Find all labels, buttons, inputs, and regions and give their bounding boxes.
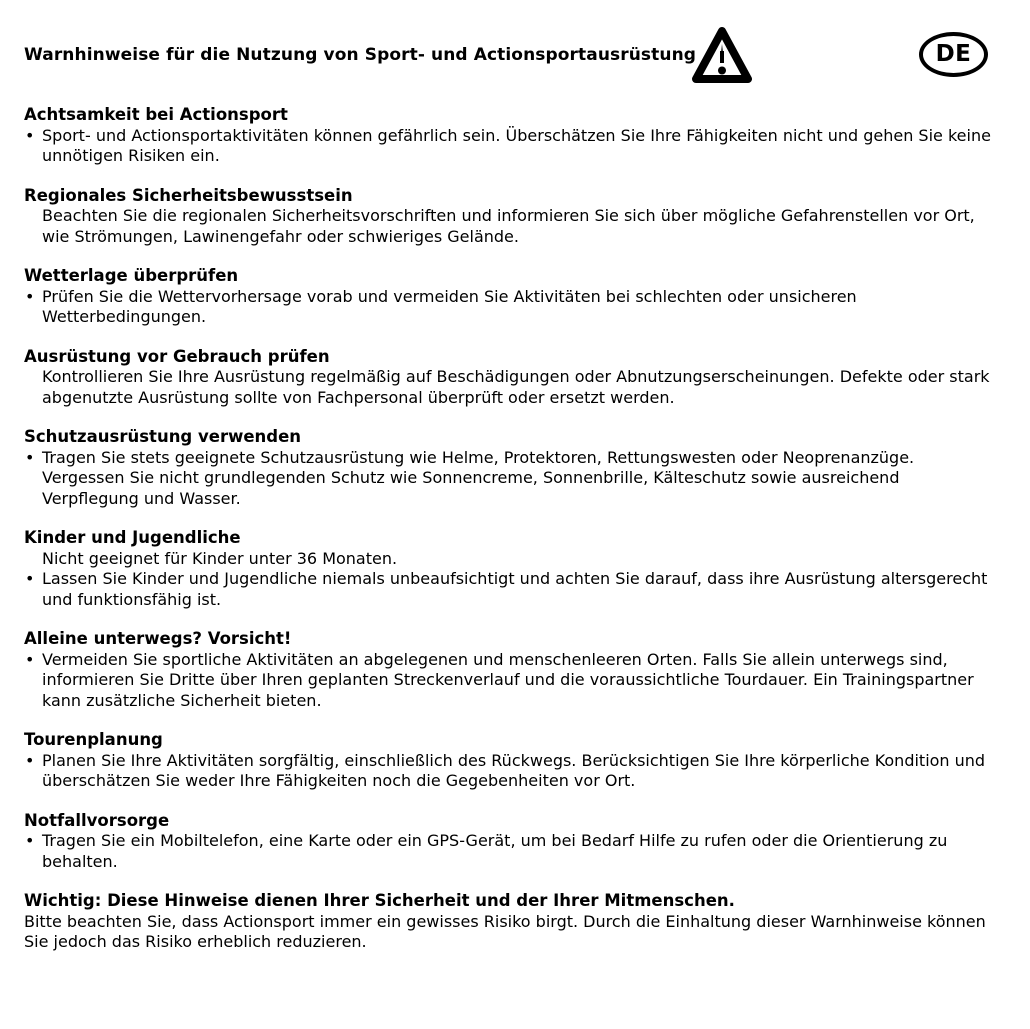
section-item: • Tragen Sie ein Mobiltelefon, eine Karte oder ein GPS-Gerät, um bei Bedarf Hilfe zu rufen oder die Orientierung zu behalten.	[24, 831, 996, 872]
warning-section	[24, 186, 996, 248]
footer-note	[24, 891, 996, 953]
section-heading: Alleine unterwegs? Vorsicht!	[24, 629, 292, 648]
warning-triangle-icon	[691, 25, 753, 86]
language-badge-label: DE	[935, 41, 972, 67]
footer-text: Bitte beachten Sie, dass Actionsport immer ein gewisses Risiko birgt. Durch die Einhaltung dieser Warnhinweise können Sie jedoch das Risiko erheblich reduzieren.	[24, 911, 986, 951]
page-title: Warnhinweise für die Nutzung von Sport- und Actionsportausrüstung	[24, 45, 697, 65]
section-item: • Tragen Sie stets geeignete Schutzausrüstung wie Helme, Protektoren, Rettungswesten oder Neoprenanzüge. Vergessen Sie nicht grundlegenden Schutz wie Sonnencreme, Sonnenbrille, Kälteschutz sowie ausreichend Verpflegung und Wasser.	[24, 448, 996, 510]
section-item: • Lassen Sie Kinder und Jugendliche niemals unbeaufsichtigt und achten Sie darauf, dass ihre Ausrüstung altersgerecht und funktionsfähig ist.	[24, 569, 996, 610]
section-heading: Tourenplanung	[24, 730, 163, 749]
section-heading: Ausrüstung vor Gebrauch prüfen	[24, 346, 330, 366]
section-heading: Achtsamkeit bei Actionsport	[24, 105, 288, 124]
footer-heading: Wichtig: Diese Hinweise dienen Ihrer Sicherheit und der Ihrer Mitmenschen.	[24, 891, 735, 910]
section-item: • Vermeiden Sie sportliche Aktivitäten an abgelegenen und menschenleeren Orten. Falls Sie allein unterwegs sind, informieren Sie Dritte über Ihren geplanten Streckenverlauf und die voraussichtliche Tourdauer. Ein Trainingspartner kann zusätzliche Sicherheit bieten.	[24, 650, 996, 712]
section-heading: Wetterlage überprüfen	[24, 266, 239, 285]
section-item: • Planen Sie Ihre Aktivitäten sorgfältig, einschließlich des Rückwegs. Berücksichtigen Sie Ihre körperliche Kondition und überschätzen Sie weder Ihre Fähigkeiten noch die Gegebenheiten vor Ort.	[24, 751, 996, 792]
warning-sections	[24, 105, 996, 872]
section-item: • Sport- und Actionsportaktivitäten können gefährlich sein. Überschätzen Sie Ihre Fähigkeiten nicht und gehen Sie keine unnötigen Risiken ein.	[24, 126, 996, 167]
section-heading: Regionales Sicherheitsbewusstsein	[24, 185, 353, 205]
warning-section	[24, 347, 996, 409]
warning-section	[24, 730, 996, 792]
warning-section	[24, 811, 996, 873]
section-item: • Prüfen Sie die Wettervorhersage vorab und vermeiden Sie Aktivitäten bei schlechten oder unsicheren Wetterbedingungen.	[24, 287, 996, 328]
warning-section	[24, 427, 996, 509]
section-item: Kontrollieren Sie Ihre Ausrüstung regelmäßig auf Beschädigungen oder Abnutzungserscheinungen. Defekte oder stark abgenutzte Ausrüstung sollte von Fachpersonal überprüft oder ersetzt werden.	[42, 367, 990, 407]
section-heading: Schutzausrüstung verwenden	[24, 427, 302, 446]
section-heading: Kinder und Jugendliche	[24, 528, 241, 547]
language-badge	[919, 32, 988, 77]
header	[24, 41, 996, 67]
warning-section	[24, 266, 996, 328]
section-item: Nicht geeignet für Kinder unter 36 Monaten.	[42, 548, 398, 568]
section-heading: Notfallvorsorge	[24, 810, 170, 830]
section-item: Beachten Sie die regionalen Sicherheitsvorschriften und informieren Sie sich über mögliche Gefahrenstellen vor Ort, wie Strömungen, Lawinengefahr oder schwieriges Gelände.	[42, 206, 975, 246]
warning-section	[24, 528, 996, 610]
warning-section	[24, 105, 996, 167]
warning-section	[24, 629, 996, 711]
